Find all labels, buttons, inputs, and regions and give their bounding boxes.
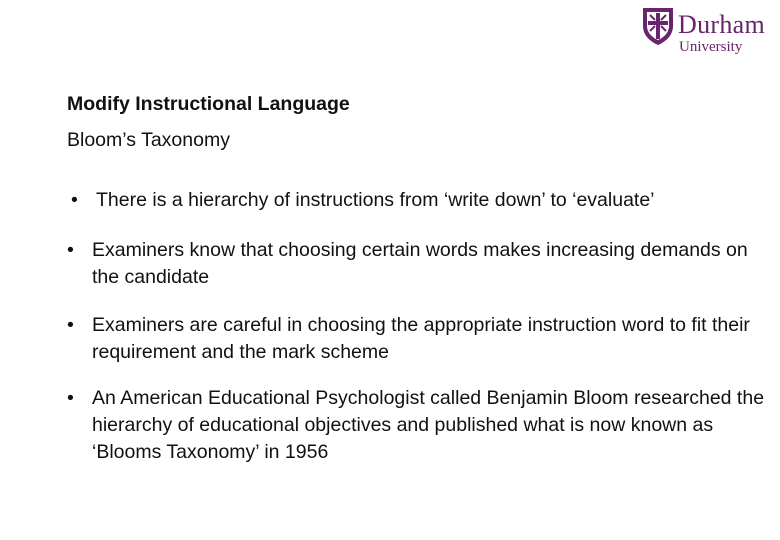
logo-subtitle: University bbox=[679, 39, 743, 55]
bullet-item bbox=[71, 187, 771, 214]
bullet-text: Examiners are careful in choosing the appropriate instruction word to fit their requirement and the mark scheme bbox=[92, 314, 750, 363]
bullet-item bbox=[67, 312, 772, 366]
shield-crest-icon bbox=[641, 6, 675, 46]
bullet-text: An American Educational Psychologist called Benjamin Bloom researched the hierarchy of educational objectives and published what is now known as ‘Blooms Taxonomy’ in 1956 bbox=[92, 387, 765, 463]
bullet-glyph: • bbox=[67, 239, 74, 261]
bullet-text: There is a hierarchy of instructions from ‘write down’ to ‘evaluate’ bbox=[96, 189, 655, 211]
bullet-item bbox=[67, 237, 767, 291]
logo-wordmark: Durham bbox=[678, 10, 765, 39]
bullet-item bbox=[67, 385, 767, 466]
slide-subtitle: Bloom’s Taxonomy bbox=[67, 129, 230, 151]
slide-title: Modify Instructional Language bbox=[67, 93, 350, 115]
bullet-glyph: • bbox=[67, 387, 74, 409]
bullet-glyph: • bbox=[71, 189, 78, 211]
bullet-glyph: • bbox=[67, 314, 74, 336]
bullet-text: Examiners know that choosing certain words makes increasing demands on the candidate bbox=[92, 239, 748, 288]
durham-university-logo bbox=[638, 2, 778, 58]
